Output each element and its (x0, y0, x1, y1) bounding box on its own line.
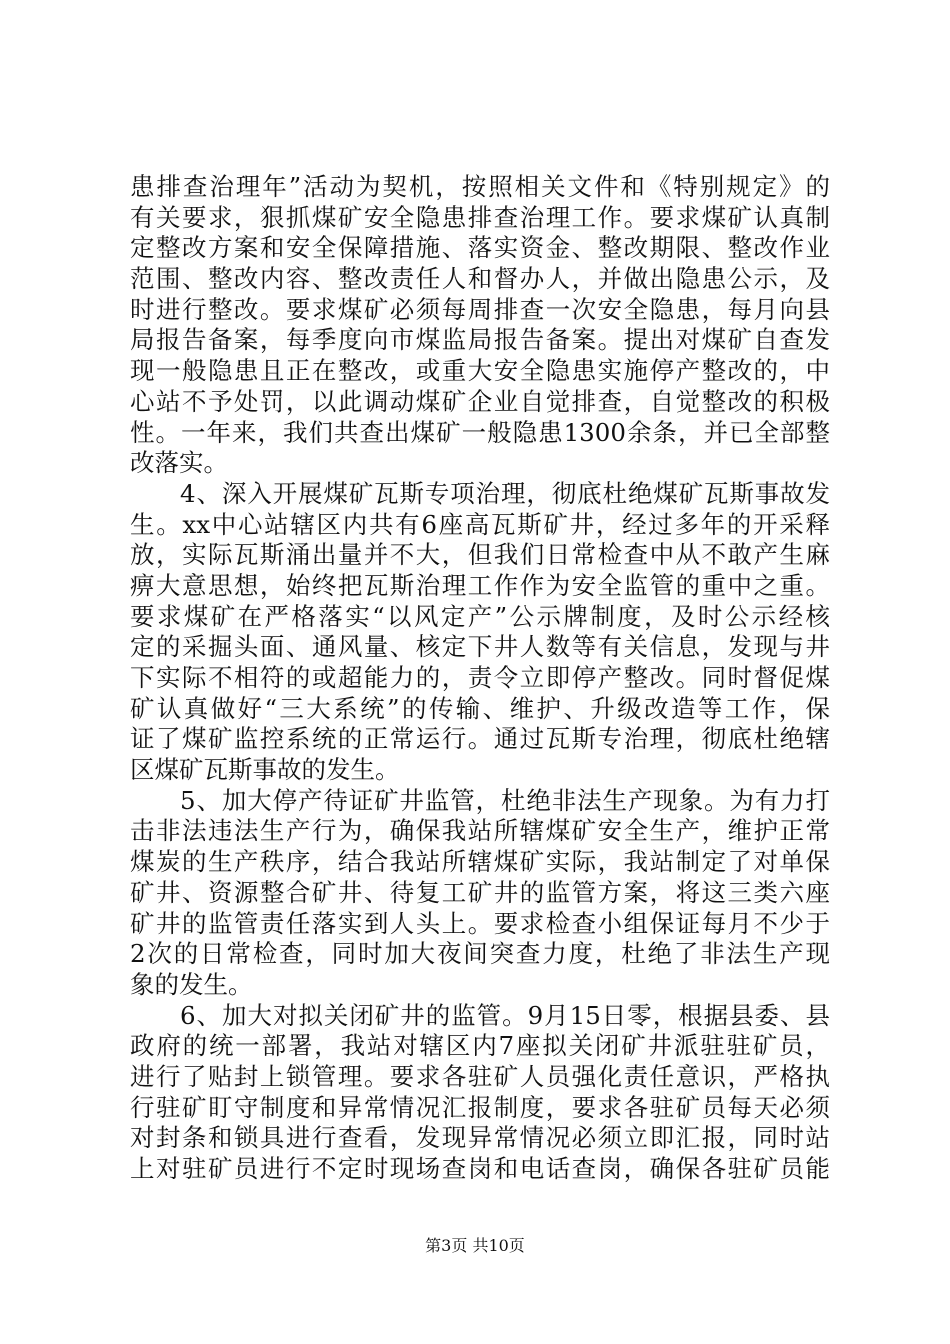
text-line: 对封条和锁具进行查看，发现异常情况必须立即汇报，同时站 (130, 1123, 830, 1153)
text-line: 下实际不相符的或超能力的，责令立即停产整改。同时督促煤 (130, 663, 830, 692)
text-line: 时进行整改。要求煤矿必须每周排查一次安全隐患，每月向县 (130, 294, 830, 324)
text-line: 区煤矿瓦斯事故的发生。 (130, 755, 400, 785)
text-line: 范围、整改内容、整改责任人和督办人，并做出隐患公示，及 (130, 264, 830, 294)
paragraph-4-start: 4、深入开展煤矿瓦斯专项治理，彻底杜绝煤矿瓦斯事故发 (180, 478, 830, 508)
text-line: 要求煤矿在严格落实“以风定产”公示牌制度，及时公示经核 (130, 601, 830, 631)
text-line: 矿认真做好“三大系统”的传输、维护、升级改造等工作，保 (130, 693, 830, 723)
text-line: 现一般隐患且正在整改，或重大安全隐患实施停产整改的，中 (130, 356, 830, 386)
text-line: 政府的统一部署，我站对辖区内7座拟关闭矿井派驻驻矿员， (130, 1031, 830, 1061)
text-line: 矿井的监管责任落实到人头上。要求检查小组保证每月不少于 (130, 908, 830, 938)
text-line: 性。一年来，我们共查出煤矿一般隐患1300余条，并已全部整 (130, 417, 830, 447)
text-line: 进行了贴封上锁管理。要求各驻矿人员强化责任意识，严格执 (130, 1061, 830, 1091)
body-text (130, 172, 830, 1185)
text-line: 上对驻矿员进行不定时现场查岗和电话查岗，确保各驻矿员能 (130, 1154, 830, 1183)
text-line: 有关要求，狠抓煤矿安全隐患排查治理工作。要求煤矿认真制 (130, 202, 830, 232)
text-line: 生。xx中心站辖区内共有6座高瓦斯矿井，经过多年的开采释 (130, 509, 830, 539)
text-line: 矿井、资源整合矿井、待复工矿井的监管方案，将这三类六座 (130, 877, 830, 907)
text-line: 局报告备案，每季度向市煤监局报告备案。提出对煤矿自查发 (130, 325, 830, 355)
text-line: 定的采掘头面、通风量、核定下井人数等有关信息，发现与井 (130, 632, 830, 662)
text-line: 痹大意思想，始终把瓦斯治理工作作为安全监管的重中之重。 (130, 570, 830, 600)
text-line: 2次的日常检查，同时加大夜间突查力度，杜绝了非法生产现 (130, 939, 830, 969)
paragraph-5-start: 5、加大停产待证矿井监管，杜绝非法生产现象。为有力打 (180, 785, 830, 815)
text-line: 煤炭的生产秩序，结合我站所辖煤矿实际，我站制定了对单保 (130, 847, 830, 877)
text-line: 患排查治理年”活动为契机，按照相关文件和《特别规定》的 (130, 172, 830, 201)
text-line: 定整改方案和安全保障措施、落实资金、整改期限、整改作业 (130, 233, 830, 263)
text-line: 放，实际瓦斯涌出量并不大，但我们日常检查中从不敢产生麻 (130, 540, 830, 570)
text-line: 象的发生。 (130, 969, 253, 999)
text-line: 心站不予处罚，以此调动煤矿企业自觉排查，自觉整改的积极 (130, 386, 830, 416)
text-line: 行驻矿盯守制度和异常情况汇报制度，要求各驻矿员每天必须 (130, 1092, 830, 1122)
text-line: 改落实。 (130, 448, 228, 478)
text-line: 证了煤矿监控系统的正常运行。通过瓦斯专治理，彻底杜绝辖 (130, 724, 830, 754)
text-line: 击非法违法生产行为，确保我站所辖煤矿安全生产，维护正常 (130, 816, 830, 846)
page-number-footer: 第3页 共10页 (425, 1236, 525, 1255)
paragraph-6-start: 6、加大对拟关闭矿井的监管。9月15日零，根据县委、县 (180, 1000, 830, 1030)
